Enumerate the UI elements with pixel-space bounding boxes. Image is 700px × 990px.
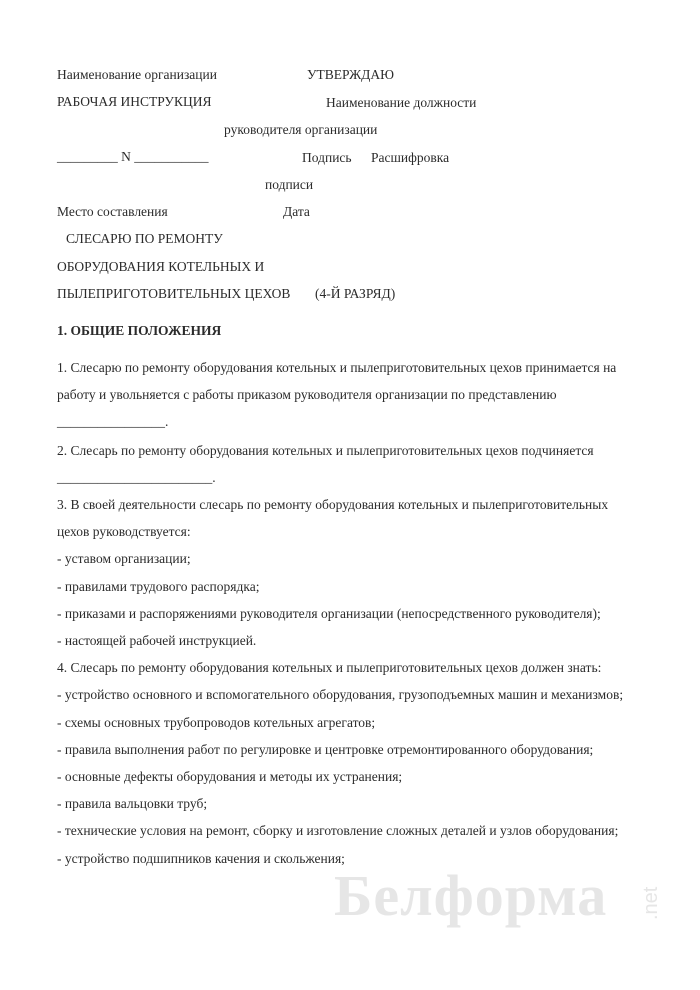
position-name-label: Наименование должности (326, 95, 477, 110)
decoding-label: Расшифровка (371, 150, 450, 165)
paragraph-line: работу и увольняется с работы приказом руководителя организации по представлению (57, 387, 557, 402)
list-item: - правила вальцовки труб; (57, 796, 208, 811)
watermark-domain: .net (640, 886, 662, 920)
paragraph-line: 3. В своей деятельности слесарь по ремонту оборудования котельных и пылеприготовительных (57, 497, 609, 512)
belforma-watermark: Белформа (334, 863, 608, 928)
approve-label: УТВЕРЖДАЮ (307, 67, 395, 82)
place-label: Место составления (57, 204, 168, 219)
paragraph-line: _______________________. (57, 470, 216, 485)
signature-label: Подпись (302, 150, 352, 165)
list-item: - устройство основного и вспомогательного оборудования, грузоподъемных машин и механизмов; (57, 687, 624, 702)
signature-word-label: подписи (265, 177, 314, 192)
paragraph-line: 1. Слесарю по ремонту оборудования котельных и пылеприготовительных цехов принимается на (57, 360, 617, 375)
list-item: - схемы основных трубопроводов котельных агрегатов; (57, 715, 376, 730)
doc-type-label: РАБОЧАЯ ИНСТРУКЦИЯ (57, 94, 212, 109)
paragraph-line: ________________. (57, 414, 169, 429)
paragraph-line: 2. Слесарь по ремонту оборудования котельных и пылеприготовительных цехов подчиняется (57, 443, 594, 458)
section-1-heading: 1. ОБЩИЕ ПОЛОЖЕНИЯ (57, 323, 222, 338)
list-item: - основные дефекты оборудования и методы их устранения; (57, 769, 403, 784)
paragraph-line: цехов руководствуется: (57, 524, 191, 539)
list-item: - правилами трудового распорядка; (57, 579, 260, 594)
list-item: - устройство подшипников качения и скольжения; (57, 851, 345, 866)
title-line-2: ОБОРУДОВАНИЯ КОТЕЛЬНЫХ И (57, 259, 265, 274)
date-label: Дата (283, 204, 310, 219)
org-name-label: Наименование организации (57, 67, 217, 82)
list-item: - правила выполнения работ по регулировке и центровке отремонтированного оборудования; (57, 742, 594, 757)
document-number-field: _________ N ___________ (57, 149, 209, 164)
list-item: - технические условия на ремонт, сборку и изготовление сложных деталей и узлов оборудования; (57, 823, 619, 838)
title-line-3: ПЫЛЕПРИГОТОВИТЕЛЬНЫХ ЦЕХОВ (57, 286, 291, 301)
list-item: - уставом организации; (57, 551, 191, 566)
paragraph-line: 4. Слесарь по ремонту оборудования котельных и пылеприготовительных цехов должен знать: (57, 660, 602, 675)
list-item: - настоящей рабочей инструкцией. (57, 633, 257, 648)
title-line-1: СЛЕСАРЮ ПО РЕМОНТУ (66, 231, 223, 246)
head-of-org-label: руководителя организации (224, 122, 378, 137)
list-item: - приказами и распоряжениями руководителя организации (непосредственного руководителя); (57, 606, 601, 621)
grade-label: (4-Й РАЗРЯД) (315, 286, 396, 301)
